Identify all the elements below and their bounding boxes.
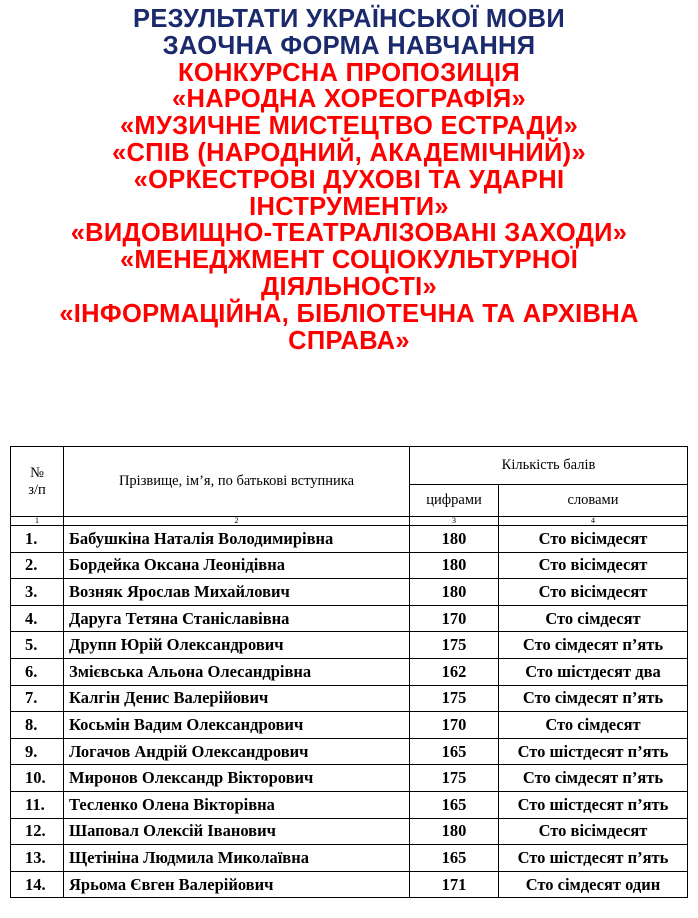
score-words: Сто сімдесят bbox=[499, 605, 688, 632]
row-number: 6. bbox=[11, 658, 64, 685]
score-words: Сто сімдесят bbox=[499, 712, 688, 739]
program-line: «ІНФОРМАЦІЙНА, БІБЛІОТЕЧНА ТА АРХІВНА bbox=[59, 299, 639, 328]
score-words: Сто шістдесят п’ять bbox=[499, 738, 688, 765]
applicant-name: Друпп Юрій Олександрович bbox=[64, 632, 410, 659]
program-line: СПРАВА» bbox=[288, 326, 410, 355]
applicant-name: Шаповал Олексій Іванович bbox=[64, 818, 410, 845]
row-number: 12. bbox=[11, 818, 64, 845]
row-number: 8. bbox=[11, 712, 64, 739]
applicant-name: Возняк Ярослав Михайлович bbox=[64, 579, 410, 606]
row-number: 4. bbox=[11, 605, 64, 632]
score-digits: 175 bbox=[410, 632, 499, 659]
applicant-name: Бабушкіна Наталія Володимирівна bbox=[64, 526, 410, 553]
score-digits: 180 bbox=[410, 526, 499, 553]
program-line: «ВИДОВИЩНО-ТЕАТРАЛІЗОВАНІ ЗАХОДИ» bbox=[70, 219, 628, 248]
program-line: ІНСТРУМЕНТИ» bbox=[249, 192, 449, 221]
program-line: ДІЯЛЬНОСТІ» bbox=[261, 272, 437, 301]
score-words: Сто вісімдесят bbox=[499, 526, 688, 553]
row-number: 3. bbox=[11, 579, 64, 606]
table-row bbox=[11, 818, 688, 845]
program-line: «НАРОДНА ХОРЕОГРАФІЯ» bbox=[172, 85, 526, 114]
header-words: словами bbox=[499, 485, 688, 517]
program-line: «МЕНЕДЖМЕНТ СОЦІОКУЛЬТУРНОЇ bbox=[119, 246, 579, 275]
row-number: 7. bbox=[11, 685, 64, 712]
score-digits: 170 bbox=[410, 712, 499, 739]
results-table bbox=[10, 446, 688, 898]
applicant-name: Косьмін Вадим Олександрович bbox=[64, 712, 410, 739]
table-row bbox=[11, 658, 688, 685]
score-digits: 165 bbox=[410, 845, 499, 872]
table-header-row bbox=[11, 447, 688, 485]
program-line: «МУЗИЧНЕ МИСТЕЦТВО ЕСТРАДИ» bbox=[119, 112, 579, 141]
score-words: Сто вісімдесят bbox=[499, 552, 688, 579]
score-words: Сто вісімдесят bbox=[499, 579, 688, 606]
header-number-abbr: з/п bbox=[28, 481, 46, 498]
row-number: 13. bbox=[11, 845, 64, 872]
applicant-name: Щетініна Людмила Миколаївна bbox=[64, 845, 410, 872]
applicant-name: Ярьома Євген Валерійович bbox=[64, 871, 410, 898]
score-digits: 180 bbox=[410, 552, 499, 579]
score-digits: 171 bbox=[410, 871, 499, 898]
score-digits: 165 bbox=[410, 738, 499, 765]
column-index: 3 bbox=[410, 517, 499, 526]
document-header bbox=[0, 6, 698, 354]
row-number: 14. bbox=[11, 871, 64, 898]
score-digits: 175 bbox=[410, 685, 499, 712]
column-index: 1 bbox=[11, 517, 64, 526]
row-number: 11. bbox=[11, 791, 64, 818]
applicant-name: Бордейка Оксана Леонідівна bbox=[64, 552, 410, 579]
applicant-name: Калгін Денис Валерійович bbox=[64, 685, 410, 712]
score-words: Сто сімдесят п’ять bbox=[499, 685, 688, 712]
column-index: 2 bbox=[64, 517, 410, 526]
applicant-name: Тесленко Олена Вікторівна bbox=[64, 791, 410, 818]
table-row bbox=[11, 871, 688, 898]
row-number: 10. bbox=[11, 765, 64, 792]
score-words: Сто вісімдесят bbox=[499, 818, 688, 845]
score-digits: 165 bbox=[410, 791, 499, 818]
table-row bbox=[11, 552, 688, 579]
header-digits: цифрами bbox=[410, 485, 499, 517]
score-words: Сто сімдесят один bbox=[499, 871, 688, 898]
column-index: 4 bbox=[499, 517, 688, 526]
program-line: КОНКУРСНА ПРОПОЗИЦІЯ bbox=[178, 58, 520, 87]
table-row bbox=[11, 605, 688, 632]
score-digits: 170 bbox=[410, 605, 499, 632]
table-row bbox=[11, 579, 688, 606]
column-index-row bbox=[11, 517, 688, 526]
row-number: 5. bbox=[11, 632, 64, 659]
row-number: 9. bbox=[11, 738, 64, 765]
header-number-symbol: № bbox=[30, 464, 44, 481]
header-score: Кількість балів bbox=[410, 447, 688, 485]
table-row bbox=[11, 765, 688, 792]
score-words: Сто сімдесят п’ять bbox=[499, 632, 688, 659]
score-digits: 180 bbox=[410, 818, 499, 845]
score-words: Сто шістдесят п’ять bbox=[499, 845, 688, 872]
table-row bbox=[11, 685, 688, 712]
score-words: Сто сімдесят п’ять bbox=[499, 765, 688, 792]
applicant-name: Даруга Тетяна Станіславівна bbox=[64, 605, 410, 632]
table-row bbox=[11, 632, 688, 659]
table-row bbox=[11, 738, 688, 765]
title-line: РЕЗУЛЬТАТИ УКРАЇНСЬКОЇ МОВИ bbox=[133, 5, 565, 33]
header-name: Прізвище, ім’я, по батькові вступника bbox=[64, 447, 410, 517]
score-words: Сто шістдесят два bbox=[499, 658, 688, 685]
applicant-name: Логачов Андрій Олександрович bbox=[64, 738, 410, 765]
table-row bbox=[11, 791, 688, 818]
applicant-name: Миронов Олександр Вікторович bbox=[64, 765, 410, 792]
subtitle-line: ЗАОЧНА ФОРМА НАВЧАННЯ bbox=[162, 31, 536, 60]
program-line: «СПІВ (НАРОДНИЙ, АКАДЕМІЧНИЙ)» bbox=[112, 138, 586, 167]
row-number: 1. bbox=[11, 526, 64, 553]
score-digits: 180 bbox=[410, 579, 499, 606]
applicant-name: Змієвська Альона Олесандрівна bbox=[64, 658, 410, 685]
score-digits: 162 bbox=[410, 658, 499, 685]
row-number: 2. bbox=[11, 552, 64, 579]
program-line: «ОРКЕСТРОВІ ДУХОВІ ТА УДАРНІ bbox=[133, 165, 565, 194]
table-body bbox=[11, 526, 688, 898]
table-row bbox=[11, 845, 688, 872]
score-words: Сто шістдесят п’ять bbox=[499, 791, 688, 818]
table-row bbox=[11, 712, 688, 739]
table-row bbox=[11, 526, 688, 553]
score-digits: 175 bbox=[410, 765, 499, 792]
header-number bbox=[11, 447, 64, 517]
